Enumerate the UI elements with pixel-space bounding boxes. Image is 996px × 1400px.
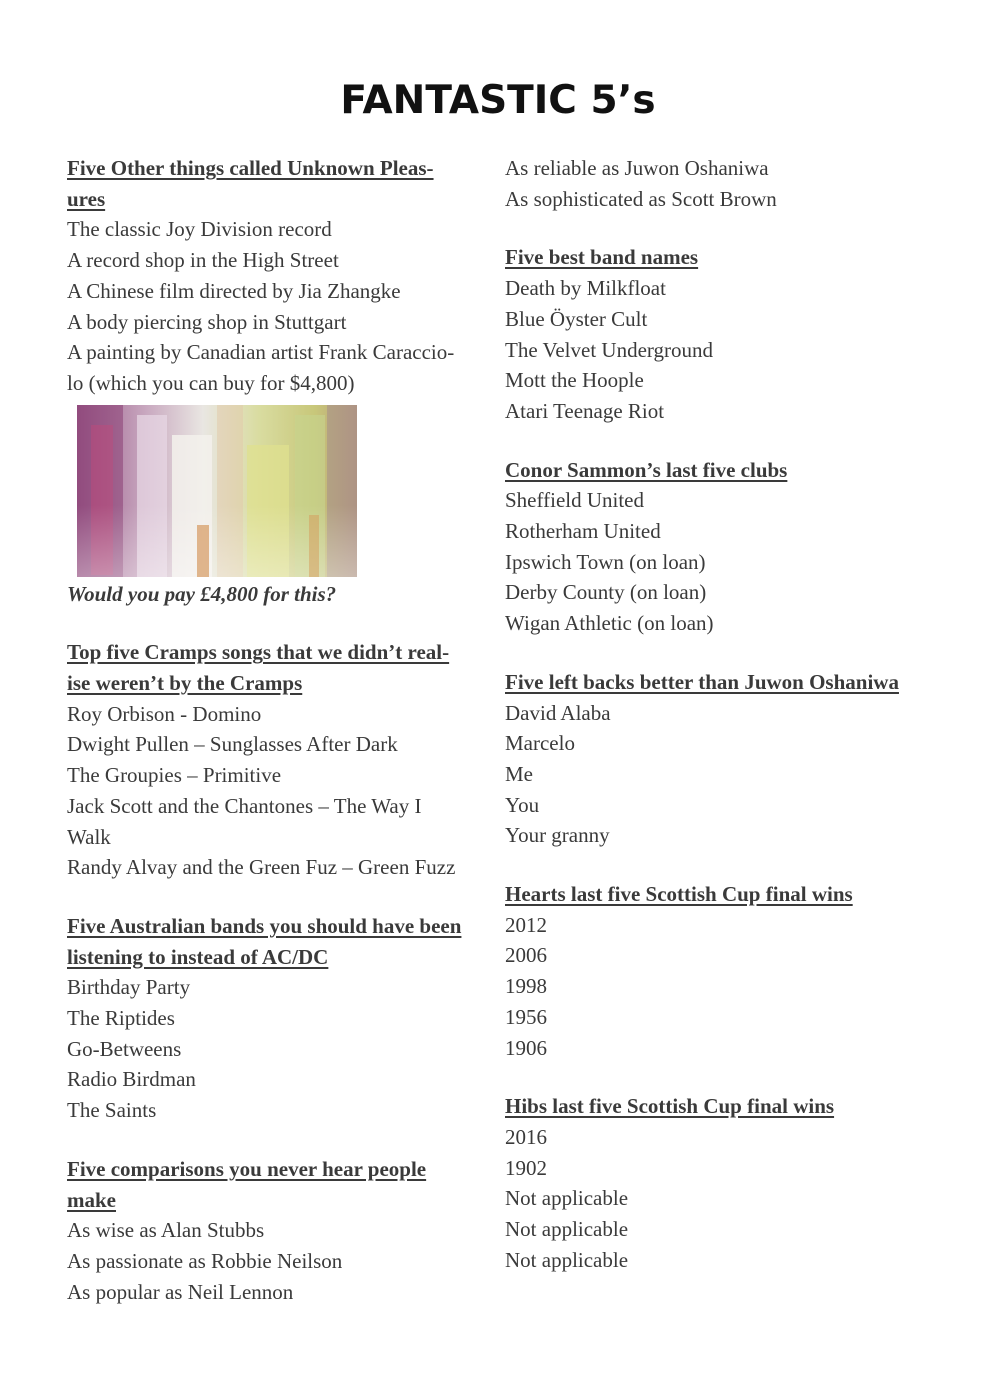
section-comparisons-continued [505, 153, 945, 214]
list-item: Atari Teenage Riot [505, 398, 665, 423]
list-item: Go-Betweens [67, 1036, 182, 1061]
list-item: The classic Joy Division record [67, 217, 332, 242]
section-hearts-cup-wins [505, 879, 945, 1063]
list-item: lo (which you can buy for $4,800) [67, 370, 355, 395]
section-comparisons [67, 1154, 497, 1308]
list-item: Your granny [505, 823, 610, 848]
abstract-painting-image [77, 405, 357, 577]
section-heading: Five left backs better than Juwon Oshaniwa [505, 669, 899, 694]
section-heading: Five comparisons you never hear people [67, 1156, 427, 1181]
list-item: The Riptides [67, 1006, 175, 1031]
list-item: 2012 [505, 912, 547, 937]
list-item: As wise as Alan Stubbs [67, 1218, 265, 1243]
list-item: You [505, 792, 540, 817]
section-heading: Five Australian bands you should have been [67, 913, 462, 938]
list-item: Radio Birdman [67, 1067, 196, 1092]
section-sammon-clubs [505, 455, 945, 639]
list-item: A body piercing shop in Stuttgart [67, 309, 347, 334]
list-item: Mott the Hoople [505, 368, 644, 393]
section-heading: Top five Cramps songs that we didn’t real- [67, 640, 450, 665]
list-item: Rotherham United [505, 519, 661, 544]
list-item: Roy Orbison - Domino [67, 701, 262, 726]
list-item: Randy Alvay and the Green Fuz – Green Fuzz [67, 855, 456, 880]
list-item: Marcelo [505, 731, 575, 756]
list-item: A Chinese film directed by Jia Zhangke [67, 278, 401, 303]
section-cramps [67, 637, 497, 883]
list-item: As passionate as Robbie Neilson [67, 1248, 343, 1273]
list-item: Walk [67, 824, 111, 849]
list-item: The Groupies – Primitive [67, 763, 282, 788]
section-unknown-pleasures [67, 153, 497, 609]
section-heading: ise weren’t by the Cramps [67, 671, 303, 696]
list-item: Ipswich Town (on loan) [505, 549, 706, 574]
section-hibs-cup-wins [505, 1091, 945, 1275]
section-heading: Five best band names [505, 245, 699, 270]
list-item: Wigan Athletic (on loan) [505, 611, 714, 636]
list-item: 1956 [505, 1004, 547, 1029]
image-caption: Would you pay £4,800 for this? [67, 581, 337, 606]
list-item: A painting by Canadian artist Frank Caraccio- [67, 340, 455, 365]
section-heading: Conor Sammon’s last five clubs [505, 457, 788, 482]
section-heading: Hearts last five Scottish Cup final wins [505, 882, 853, 907]
section-heading: listening to instead of AC/DC [67, 944, 329, 969]
list-item: Death by Milkfloat [505, 276, 666, 301]
list-item: David Alaba [505, 700, 611, 725]
list-item: Not applicable [505, 1247, 629, 1272]
list-item: Sheffield United [505, 488, 645, 513]
list-item: The Velvet Underground [505, 337, 714, 362]
section-heading: ures [67, 186, 106, 211]
left-column [67, 153, 497, 1307]
section-heading: Five Other things called Unknown Pleas- [67, 156, 434, 180]
list-item: As sophisticated as Scott Brown [505, 186, 777, 211]
list-item: A record shop in the High Street [67, 248, 339, 273]
list-item: 1998 [505, 974, 547, 999]
section-left-backs [505, 667, 945, 851]
list-item: Birthday Party [67, 975, 191, 1000]
list-item: Derby County (on loan) [505, 580, 707, 605]
list-item: Not applicable [505, 1186, 629, 1211]
list-item: Blue Öyster Cult [505, 306, 648, 331]
list-item: As reliable as Juwon Oshaniwa [505, 156, 769, 180]
list-item: Jack Scott and the Chantones – The Way I [67, 793, 422, 818]
list-item: As popular as Neil Lennon [67, 1279, 294, 1304]
list-item: Not applicable [505, 1217, 629, 1242]
section-australian-bands [67, 911, 497, 1126]
section-heading: make [67, 1187, 116, 1212]
list-item: 1906 [505, 1035, 547, 1060]
list-item: Me [505, 761, 533, 786]
section-heading: Hibs last five Scottish Cup final wins [505, 1094, 835, 1119]
section-band-names [505, 242, 945, 426]
list-item: The Saints [67, 1098, 157, 1123]
list-item: 2016 [505, 1124, 547, 1149]
list-item: 2006 [505, 943, 547, 968]
right-column [505, 153, 945, 1276]
list-item: Dwight Pullen – Sunglasses After Dark [67, 732, 398, 757]
page-title: FANTASTIC 5’s [340, 78, 656, 123]
list-item: 1902 [505, 1155, 547, 1180]
